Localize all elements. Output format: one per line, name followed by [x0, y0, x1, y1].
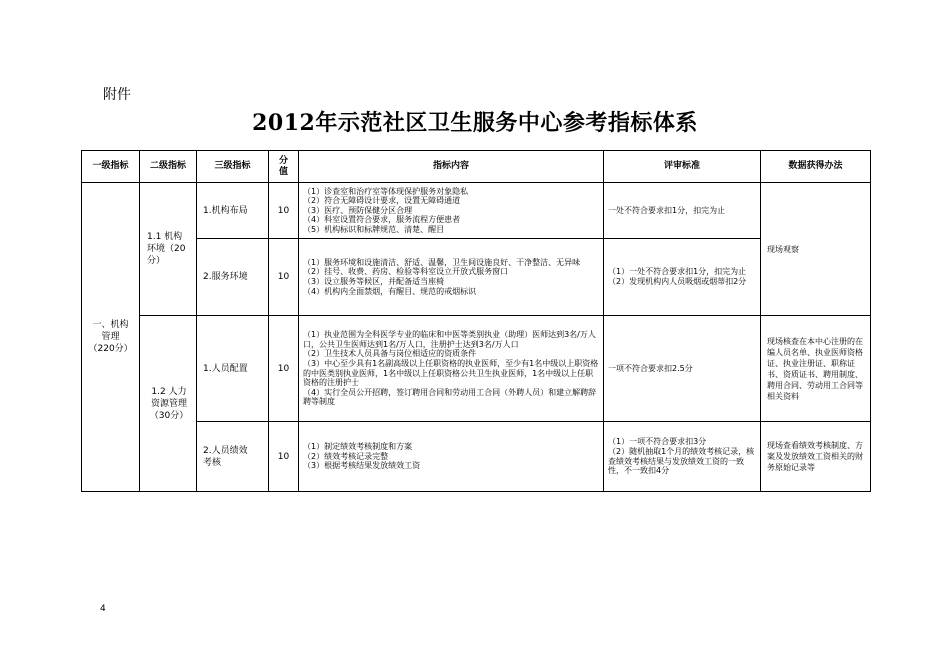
level1-text: 一、机构管理（220分）	[88, 320, 133, 354]
header-content: 指标内容	[299, 151, 604, 183]
content-item: （2）绩效考核记录完整	[303, 451, 389, 461]
content-item: （3）医疗、预防保健分区合理	[303, 205, 413, 215]
content-item: （4）科室设置符合要求，服务流程方便患者	[303, 215, 461, 225]
content-item: （4）实行全员公开招聘，签订聘用合同和劳动用工合同（外聘人员）和建立解聘辞聘等制度	[303, 387, 597, 407]
header-criteria: 评审标准	[604, 151, 761, 183]
level1-cell	[82, 183, 140, 492]
criteria-item: 一项不符合要求扣2.5分	[608, 363, 693, 373]
content-item: （3）中心至少具有1名副高级以上任职资格的执业医师，至少有1名中级以上职资格的中医类别执业医师，1名中级以上任职资格公共卫生执业医师，1名中级以上任职资格的注册护士	[303, 358, 599, 388]
header-level3: 三级指标	[197, 151, 269, 183]
level3-cell: 1.人员配置	[197, 316, 269, 422]
header-score-text: 分值	[278, 155, 288, 177]
content-item: （2）卫生技术人员具备与岗位相适应的资质条件	[303, 349, 477, 359]
table-row	[82, 316, 871, 422]
content-item: （2）符合无障碍设计要求，设置无障碍通道	[303, 196, 461, 206]
method-cell: 现场核查在本中心注册的在编人员名单、执业医师资格证、执业注册证、职称证书、资质证书、聘用制度、聘用合同、劳动用工合同等相关资料	[761, 316, 871, 422]
score-cell: 10	[269, 239, 299, 316]
header-level1: 一级指标	[82, 151, 140, 183]
content-cell	[299, 239, 604, 316]
table-header-row	[82, 151, 871, 183]
content-item: （4）机构内全面禁烟，有醒目、规范的戒烟标识	[303, 286, 477, 296]
score-cell: 10	[269, 316, 299, 422]
criteria-cell	[604, 316, 761, 422]
level2-cell-2: 1.2 人力资源管理（30分）	[140, 316, 197, 492]
content-item: （5）机构标识和标牌规范、清楚、醒目	[303, 224, 445, 234]
content-item: （1）服务环境和设施清洁、舒适、温馨，卫生间设施良好、干净整洁、无异味	[303, 257, 581, 267]
level3-cell: 2.服务环境	[197, 239, 269, 316]
indicator-table	[81, 150, 871, 492]
content-item: （3）根据考核结果发放绩效工资	[303, 461, 421, 471]
table-row	[82, 239, 871, 316]
header-score	[269, 151, 299, 183]
content-item: （3）设立服务等候区，并配备适当座椅	[303, 277, 445, 286]
header-method: 数据获得办法	[761, 151, 871, 183]
content-item: （1）诊查室和治疗室等体现保护服务对象隐私	[303, 186, 469, 196]
level2-cell-1: 1.1 机构环境（20分）	[140, 183, 197, 316]
header-level2: 二级指标	[140, 151, 197, 183]
level3-text: 2.人员绩效考核	[203, 445, 248, 468]
criteria-item: （1）一处不符合要求扣1分，扣完为止	[608, 267, 747, 277]
level3-cell	[197, 422, 269, 492]
content-cell	[299, 316, 604, 422]
method-cell: 现场观察	[761, 183, 871, 316]
document-title: 2012年示范社区卫生服务中心参考指标体系	[252, 110, 698, 136]
criteria-item: （2）随机抽取1个月的绩效考核记录，核查绩效考核结果与发放绩效工资的一致性，不一致扣4分	[608, 446, 755, 476]
content-item: （1）执业范围为全科医学专业的临床和中医等类别执业（助理）医师达到3名/万人口，公共卫生医师达到1名/万人口，注册护士达到3名/万人口	[303, 330, 596, 349]
table-row	[82, 183, 871, 239]
attachment-label: 附件	[103, 87, 131, 103]
criteria-item: （2）发现机构内人员吸烟或烟蒂扣2分	[608, 277, 747, 286]
criteria-cell	[604, 239, 761, 316]
criteria-cell	[604, 422, 761, 492]
score-cell: 10	[269, 183, 299, 239]
content-item: （1）制定绩效考核制度和方案	[303, 442, 413, 452]
table-row	[82, 422, 871, 492]
method-cell: 现场查看绩效考核制度、方案及发放绩效工资相关的财务原始记录等	[761, 422, 871, 492]
criteria-item: （1）一项不符合要求扣3分	[608, 437, 707, 447]
level3-cell: 1.机构布局	[197, 183, 269, 239]
content-cell	[299, 183, 604, 239]
content-cell	[299, 422, 604, 492]
content-item: （2）挂号、收费、药房、检验等科室设立开放式服务窗口	[303, 267, 509, 277]
page-number: 4	[100, 604, 106, 614]
score-cell: 10	[269, 422, 299, 492]
criteria-cell	[604, 183, 761, 239]
criteria-item: 一处不符合要求扣1分，扣完为止	[608, 205, 726, 215]
